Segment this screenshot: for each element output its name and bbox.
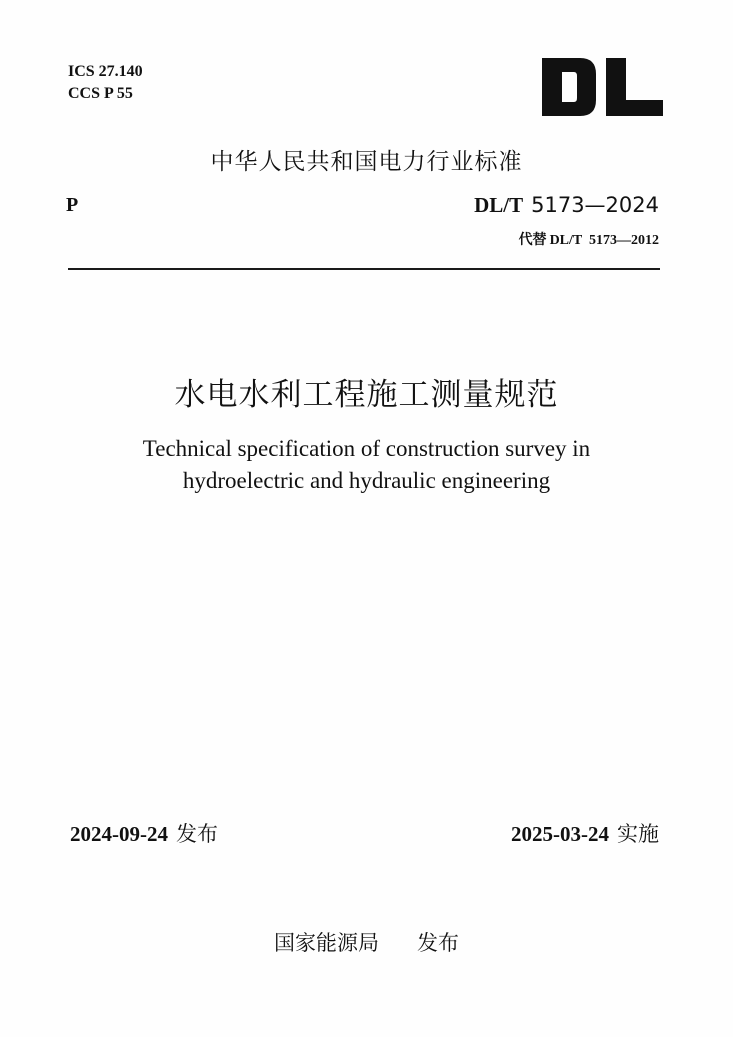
implementation-label: 实施 (617, 822, 659, 846)
issue-date (70, 818, 218, 848)
ccs-code: CCS P 55 (68, 85, 133, 102)
title-english-line2: hydroelectric and hydraulic engineering (182, 468, 551, 493)
standard-number-value: 5173—2024 (531, 193, 659, 217)
title-english-line1: Technical specification of construction survey in (142, 436, 591, 461)
issue-date-value: 2024-09-24 (70, 822, 168, 846)
standard-category-title: 中华人民共和国电力行业标准 (210, 149, 523, 175)
replaces-number: DL/T 5173—2012 (549, 233, 659, 248)
replaces-standard (519, 229, 659, 249)
publisher (0, 927, 733, 957)
publisher-name: 国家能源局 (274, 931, 379, 955)
standard-number-prefix: DL/T (474, 193, 524, 217)
ics-code: ICS 27.140 (68, 63, 143, 80)
dl-logo (540, 58, 665, 116)
issue-label: 发布 (176, 822, 218, 846)
dl-logo-mark (540, 58, 665, 116)
standard-number (474, 193, 659, 218)
implementation-date (511, 818, 659, 848)
title-chinese: 水电水利工程施工测量规范 (174, 377, 559, 413)
category-letter: P (66, 194, 79, 216)
publisher-label: 发布 (417, 931, 459, 955)
replaces-label: 代替 (518, 232, 547, 248)
header-divider (68, 268, 660, 270)
implementation-date-value: 2025-03-24 (511, 822, 609, 846)
